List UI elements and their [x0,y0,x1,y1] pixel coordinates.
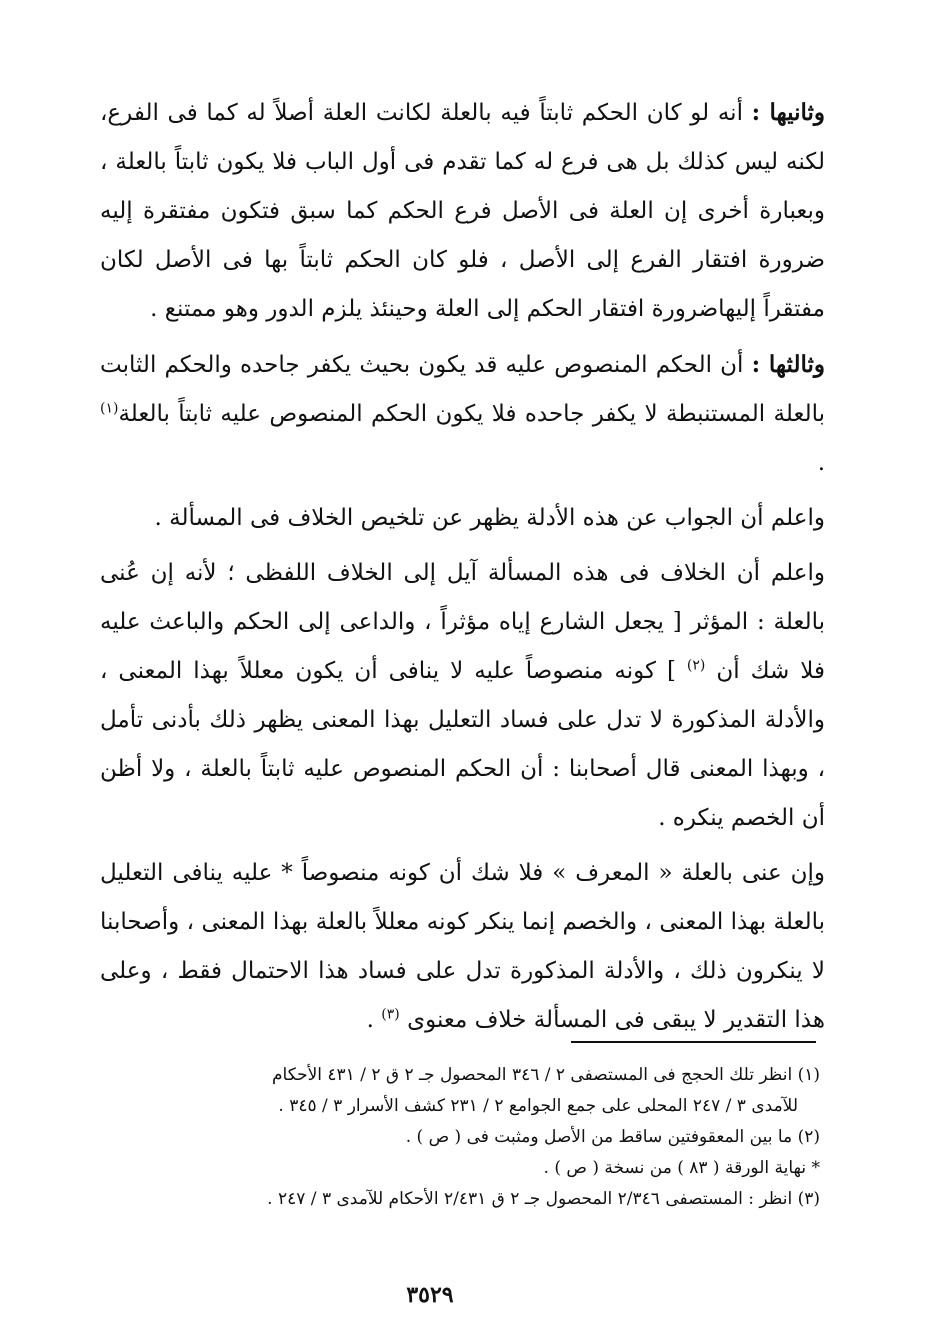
paragraph-text: أن الحكم المنصوص عليه قد يكون بحيث يكفر جاحده والحكم الثابت بالعلة المستنبطة لا يكفر جاحده فلا يكون الحكم المنصوص عليه ثابتاً بالعلة [100,352,825,427]
main-text [100,88,825,1045]
page-number: ٣٥٢٩ [406,1282,454,1308]
footnote-2: (٢) ما بين المعقوفتين ساقط من الأصل ومثبت فى ( ص ) . [405,1127,820,1147]
footnote-separator [571,1041,816,1043]
paragraph-text: أنه لو كان الحكم ثابتاً فيه بالعلة لكانت العلة أصلاً له كما فى الفرع، لكنه ليس كذلك بل هى فرع له كما تقدم فى أول الباب فلا يكون ثابتاً بالعلة ، وبعبارة أخرى إن العلة فى الأصل فرع الحكم كما سبق فتكون مفتقرة إليه ضرورة افتقار الفرع إلى الأصل ، فلو كان الحكم ثابتاً بها فى الأصل لكان مفتقراً إليهاضرورة افتقار الحكم إلى العلة وحينئذ يلزم الدور وهو ممتنع . [100,100,825,322]
footnote-folio-note: * نهاية الورقة ( ٨٣ ) من نسخة ( ص ) . [543,1158,820,1178]
footnote-ref-1: (١) [100,400,119,417]
paragraph-lead: وثالثها : [751,351,825,378]
paragraph-second-argument [100,88,825,334]
paragraph-end: . [817,450,825,476]
paragraph-definer-meaning [100,849,825,1045]
paragraph-third-argument [100,340,825,488]
footnote-1: (١) انظر تلك الحجج فى المستصفى ٢ / ٣٤٦ المحصول جـ ٢ ق ٢ / ٤٣١ الأحكام [271,1065,820,1085]
paragraph-text: واعلم أن الخلاف فى هذه المسألة آيل إلى الخلاف اللفظى ؛ لأنه إن عُنى بالعلة : المؤثر [ يجعل الشارع إياه مؤثراً ، والداعى إلى الحكم والباعث عليه فلا شك أن [100,560,825,684]
paragraph-text-rest: ] كونه منصوصاً عليه لا ينافى أن يكون معللاً بهذا المعنى ، والأدلة المذكورة لا تدل على فساد التعليل بهذا المعنى يظهر ذلك بأدنى تأمل ، وبهذا المعنى قال أصحابنا : أن الحكم المنصوص عليه ثابتاً بالعلة ، ولا أظن أن الخصم ينكره . [100,658,825,831]
footnote-3: (٣) انظر : المستصفى ٢/٣٤٦ المحصول جـ ٢ ق ٢/٤٣١ الأحكام للآمدى ٣ / ٢٤٧ . [267,1189,820,1209]
paragraph-end: . [366,1007,382,1033]
paragraph-verbal-dispute [100,549,825,843]
footnote-1-continued: للآمدى ٣ / ٢٤٧ المحلى على جمع الجوامع ٢ / ٢٣١ كشف الأسرار ٣ / ٣٤٥ . [278,1096,798,1116]
paragraph-lead: وثانيها : [751,99,826,126]
paragraph-answer: واعلم أن الجواب عن هذه الأدلة يظهر عن تلخيص الخلاف فى المسألة . [154,505,825,531]
footnote-ref-2: (٢) [686,657,706,674]
footnotes [90,1060,820,1215]
footnote-ref-3: (٣) [381,1006,400,1023]
paragraph-text: وإن عنى بالعلة « المعرف » فلا شك أن كونه منصوصاً * عليه ينافى التعليل بالعلة بهذا المعنى ، والخصم إنما ينكر كونه معللاً بالعلة بهذا المعنى ، وأصحابنا لا ينكرون ذلك ، والأدلة المذكورة تدل على فساد هذا الاحتمال فقط ، وعلى هذا التقدير لا يبقى فى المسألة خلاف معنوى [100,860,825,1033]
